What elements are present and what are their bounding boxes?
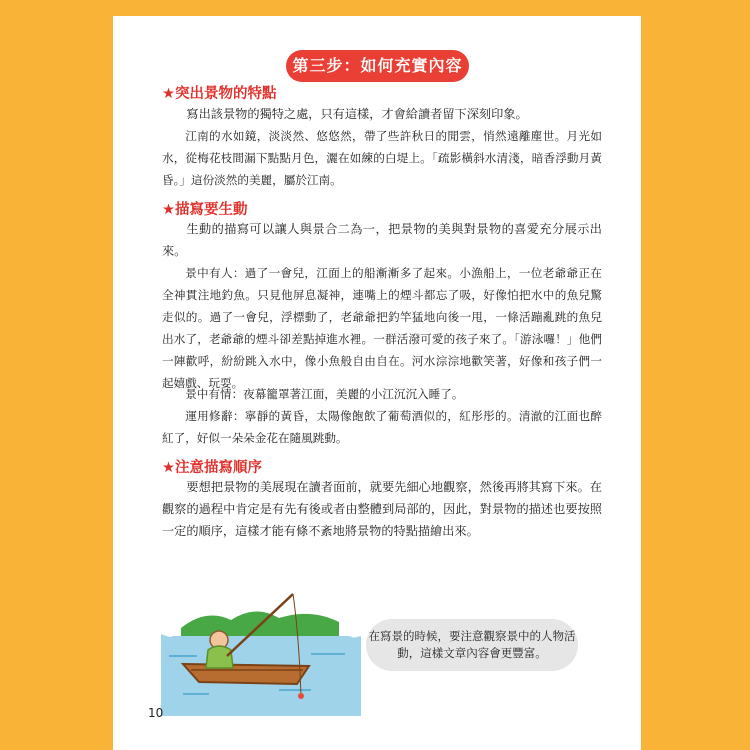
example-people-in-scene — [162, 262, 602, 394]
old-man-fishing-in-boat-icon — [161, 586, 366, 716]
page-title: 第三步：如何充實內容 — [286, 50, 469, 82]
page-border-left — [0, 0, 113, 750]
example-paragraph-jiangnan: 江南的水如鏡，淡淡然、悠悠然，帶了些許秋日的閒雲，悄然遠離塵世。月光如水，從梅花枝間漏下點點月色，灑在如練的白堤上。「疏影橫斜水清淺，暗香浮動月黃昏。」這份淡然的美麗，屬於江南。 — [162, 129, 602, 187]
example-label: 運用修辭： — [185, 409, 245, 423]
section-intro-vivid-description: 生動的描寫可以讓人與景合二為一，把景物的美與對景物的喜愛充分展示出來。 — [162, 222, 602, 258]
example-text: 過了一會兒，江面上的船漸漸多了起來。小漁船上，一位老爺爺正在全神貫注地釣魚。只見他屏息凝神，連嘴上的煙斗都忘了吸，好像怕把水中的魚兒驚走似的。過了一會兒，浮標動了，老爺爺把釣竿猛地向後一甩，一條活蹦亂跳的魚兒出水了，老爺爺的煙斗卻差點掉進水裡。一群活潑可愛的孩子來了。「游泳囉！」他們一陣歡呼，紛紛跳入水中，像小魚般自由自在。河水淙淙地歡笑著，好像和孩子們一起嬉戲、玩耍。 — [162, 266, 602, 390]
page-number: 10 — [148, 706, 164, 720]
section-intro-highlight-features: 寫出該景物的獨特之處，只有這樣，才會給讀者留下深刻印象。 — [186, 107, 528, 121]
section-heading-vivid-description: ★描寫要生動 — [162, 202, 248, 218]
book-page — [113, 16, 641, 750]
example-label: 景中有人： — [185, 266, 245, 280]
section-intro-description-order: 要想把景物的美展現在讀者面前，就要先細心地觀察，然後再將其寫下來。在觀察的過程中肯定是有先有後或者由整體到局部的，因此，對景物的描述也要按照一定的順序，這樣才能有條不紊地將景物的特點描繪出來。 — [162, 480, 602, 538]
section-heading-description-order: ★注意描寫順序 — [162, 460, 262, 476]
speech-bubble: 在寫景的時候，要注意觀察景中的人物活動，這樣文章內容會更豐富。 — [366, 619, 578, 671]
example-rhetoric — [162, 405, 602, 449]
section-heading-highlight-features: ★突出景物的特點 — [162, 86, 277, 102]
example-text: 夜幕籠罩著江面，美麗的小江沉沉入睡了。 — [243, 387, 464, 401]
page-border-right — [641, 0, 750, 750]
example-label: 景中有情： — [185, 387, 244, 401]
example-emotion-in-scene — [162, 383, 602, 405]
example-text: 寧靜的黃昏，太陽像飽飲了葡萄酒似的，紅彤彤的。清澈的江面也醉紅了，好似一朵朵金花在隨風跳動。 — [162, 409, 602, 445]
